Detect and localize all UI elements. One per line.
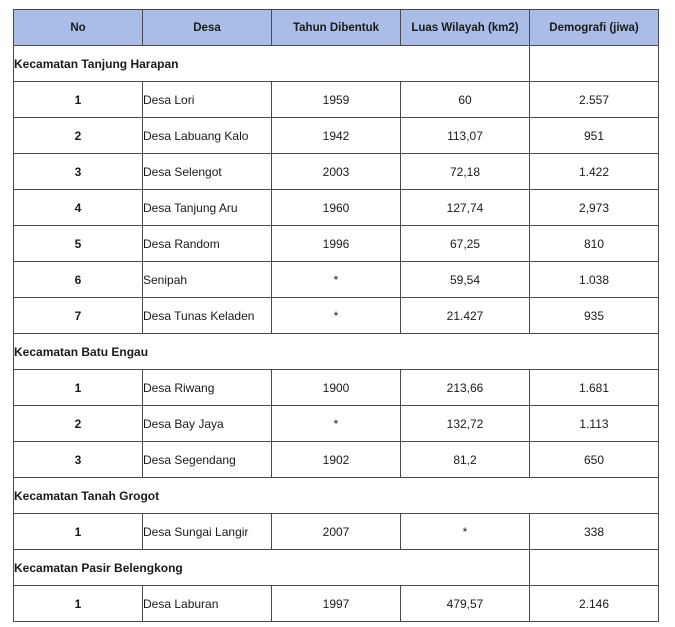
cell-tahun: 1942	[272, 118, 401, 154]
cell-luas: 60	[401, 82, 530, 118]
cell-desa: Desa Riwang	[143, 370, 272, 406]
table-row	[14, 262, 659, 298]
cell-tahun: 1902	[272, 442, 401, 478]
cell-demografi: 1.038	[530, 262, 659, 298]
cell-tahun: 1997	[272, 586, 401, 622]
cell-no: 3	[14, 154, 143, 190]
cell-luas: 81,2	[401, 442, 530, 478]
cell-demografi: 1.113	[530, 406, 659, 442]
header-tahun: Tahun Dibentuk	[272, 10, 401, 46]
cell-demografi: 2,973	[530, 190, 659, 226]
table-row	[14, 586, 659, 622]
cell-tahun: 1900	[272, 370, 401, 406]
cell-desa: Desa Laburan	[143, 586, 272, 622]
header-no: No	[14, 10, 143, 46]
cell-tahun: *	[272, 262, 401, 298]
cell-no: 1	[14, 82, 143, 118]
cell-demografi: 1.422	[530, 154, 659, 190]
table-row	[14, 82, 659, 118]
cell-no: 5	[14, 226, 143, 262]
cell-desa: Desa Lori	[143, 82, 272, 118]
table-header-row	[14, 10, 659, 46]
cell-no: 2	[14, 406, 143, 442]
cell-demografi: 951	[530, 118, 659, 154]
cell-tahun: 1996	[272, 226, 401, 262]
table-row	[14, 298, 659, 334]
cell-no: 7	[14, 298, 143, 334]
table-row	[14, 190, 659, 226]
group-title: Kecamatan Pasir Belengkong	[14, 550, 530, 586]
cell-desa: Desa Tunas Keladen	[143, 298, 272, 334]
cell-luas: 127,74	[401, 190, 530, 226]
cell-demografi: 338	[530, 514, 659, 550]
cell-desa: Desa Labuang Kalo	[143, 118, 272, 154]
cell-no: 1	[14, 370, 143, 406]
cell-luas: 132,72	[401, 406, 530, 442]
cell-desa: Desa Random	[143, 226, 272, 262]
cell-luas: 21.427	[401, 298, 530, 334]
cell-no: 1	[14, 586, 143, 622]
cell-tahun: 2007	[272, 514, 401, 550]
cell-desa: Senipah	[143, 262, 272, 298]
header-desa: Desa	[143, 10, 272, 46]
village-table	[13, 9, 659, 622]
group-row	[14, 46, 659, 82]
cell-no: 4	[14, 190, 143, 226]
cell-luas: 67,25	[401, 226, 530, 262]
cell-luas: *	[401, 514, 530, 550]
cell-desa: Desa Segendang	[143, 442, 272, 478]
group-empty-cell	[530, 550, 659, 586]
cell-no: 1	[14, 514, 143, 550]
cell-desa: Desa Bay Jaya	[143, 406, 272, 442]
cell-luas: 72,18	[401, 154, 530, 190]
table-row	[14, 406, 659, 442]
header-demografi: Demografi (jiwa)	[530, 10, 659, 46]
cell-demografi: 2.557	[530, 82, 659, 118]
table-row	[14, 226, 659, 262]
group-title: Kecamatan Tanjung Harapan	[14, 46, 530, 82]
table-row	[14, 442, 659, 478]
cell-demografi: 650	[530, 442, 659, 478]
table-row	[14, 154, 659, 190]
group-row	[14, 478, 659, 514]
table-row	[14, 514, 659, 550]
cell-desa: Desa Tanjung Aru	[143, 190, 272, 226]
cell-demografi: 810	[530, 226, 659, 262]
cell-tahun: 1960	[272, 190, 401, 226]
table-row	[14, 118, 659, 154]
header-luas: Luas Wilayah (km2)	[401, 10, 530, 46]
cell-desa: Desa Sungai Langir	[143, 514, 272, 550]
group-empty-cell	[530, 46, 659, 82]
cell-tahun: 1959	[272, 82, 401, 118]
cell-demografi: 1.681	[530, 370, 659, 406]
table-row	[14, 370, 659, 406]
group-title: Kecamatan Tanah Grogot	[14, 478, 659, 514]
cell-no: 6	[14, 262, 143, 298]
cell-demografi: 935	[530, 298, 659, 334]
group-title: Kecamatan Batu Engau	[14, 334, 659, 370]
cell-demografi: 2.146	[530, 586, 659, 622]
cell-no: 3	[14, 442, 143, 478]
cell-tahun: 2003	[272, 154, 401, 190]
cell-luas: 59,54	[401, 262, 530, 298]
group-row	[14, 334, 659, 370]
cell-no: 2	[14, 118, 143, 154]
group-row	[14, 550, 659, 586]
cell-luas: 213,66	[401, 370, 530, 406]
cell-desa: Desa Selengot	[143, 154, 272, 190]
cell-tahun: *	[272, 298, 401, 334]
cell-luas: 479,57	[401, 586, 530, 622]
cell-luas: 113,07	[401, 118, 530, 154]
cell-tahun: *	[272, 406, 401, 442]
